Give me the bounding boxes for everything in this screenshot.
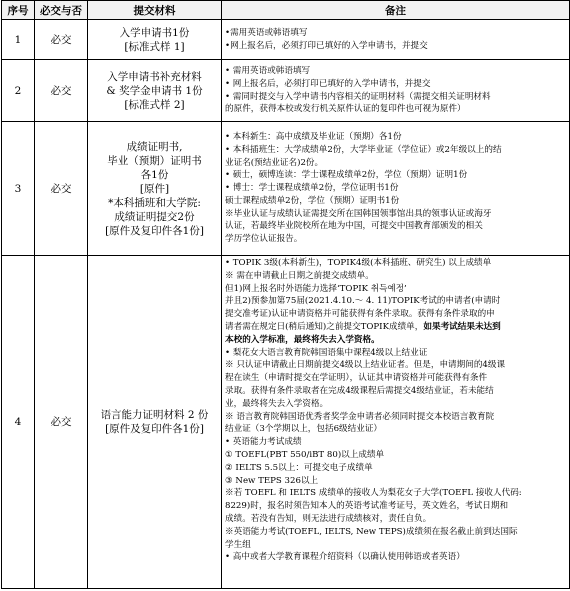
row-required: 必交	[35, 122, 88, 256]
row-required: 必交	[35, 256, 88, 589]
note-line: ① TOEFL(PBT 550/iBT 80)以上成绩单	[225, 449, 385, 460]
note-bold-line: 本校的入学标准，最终将失去入学资格。	[225, 334, 380, 345]
material-line: [原件]	[139, 182, 170, 195]
material-line: 语言能力证明材料 2 份	[100, 409, 209, 421]
note-bold-text: 如果考试结果未达到	[423, 321, 501, 332]
note-line: • 本科插班生：大学成绩单2份，大学毕业证（学位证）或2年级以上的结	[225, 144, 502, 155]
table-row	[2, 20, 570, 60]
header-materials: 提交材料	[88, 1, 222, 20]
header-no: 序号	[2, 1, 35, 20]
note-line: 的原件，获得本校或发行机关原件认证的复印件也可视为原件）	[225, 104, 466, 115]
note-line: • 博士：学士课程成绩单2份，学位证明书1份	[225, 183, 399, 194]
note-line: 学历学位认证报告。	[225, 234, 303, 245]
material-line: [原件及复印件各1份]	[105, 224, 204, 237]
note-line: ② IELTS 5.5以上：可提交电子成绩单	[225, 462, 373, 473]
row-materials	[88, 122, 222, 256]
header-notes: 备注	[222, 1, 570, 20]
note-line: ※ 语言教育院韩国语优秀者奖学金申请者必须同时提交本校语言教育院	[225, 411, 495, 422]
row-number: 1	[2, 20, 35, 60]
note-line: ※ 需在申请截止日期之前提交成绩单。	[225, 270, 374, 281]
row-notes	[222, 122, 570, 256]
row-notes	[222, 256, 570, 589]
note-line: 硕士课程成绩单2份，学位（预期）证明书1份	[225, 195, 400, 206]
note-line: 提交准考证)认证申请资格并可能获得有条件录取。获得有条件录取的申	[225, 309, 495, 320]
note-line: • 需同时提交与入学申请书内容相关的证明材料（需提交相关证明材料	[225, 91, 491, 102]
note-line: 但1)网上报名时外语能力选择‘TOPIK 취득예정’	[225, 283, 407, 294]
material-line: [标准式样 2]	[124, 98, 185, 111]
row-number: 4	[2, 256, 35, 589]
note-line: 8229)时，报名时须告知本人的英语考试准考证号，英文姓名，考试日期和	[225, 501, 509, 512]
note-line: 程在读生（申请时提交在学证明），认证其申请资格并可能获得有条件	[225, 373, 488, 384]
note-line: ※英语能力考试(TOEFL, IELTS, New TEPS)成绩须在报名截止前到达国际	[225, 526, 518, 537]
note-line: • 网上报名后，必须打印已填好的入学申请书，并提交	[225, 78, 431, 89]
material-line: 成绩证明书,	[126, 140, 183, 153]
row-materials	[88, 60, 222, 122]
note-line: 录取。获得有条件录取者在完成4级课程后需提交4级结业证，若未能结	[225, 385, 494, 396]
material-line: 成绩证明提交2份	[114, 210, 195, 223]
row-required: 必交	[35, 60, 88, 122]
note-line: • 梨花女大语言教育院韩国语集中课程4级以上结业证	[225, 347, 428, 358]
header-row	[2, 1, 570, 20]
material-line: & 奖学金申请书 1份	[106, 84, 203, 97]
note-line: 结业证（3个学期以上，包括6级结业证）	[225, 424, 383, 435]
row-number: 3	[2, 122, 35, 256]
material-line: [原件及复印件各1份]	[105, 423, 204, 435]
requirements-table	[1, 0, 570, 589]
material-line: *本科插班和大学院:	[108, 196, 201, 209]
table-row	[2, 256, 570, 589]
note-line: 业证名(预结业证名)2份。	[225, 157, 324, 168]
row-materials	[88, 256, 222, 589]
note-line: • 高中或者大学教育课程介绍资料（以确认使用韩语或者英语）	[225, 552, 465, 563]
note-line: •需用英语或韩语填写	[225, 27, 308, 38]
header-required: 必交与否	[35, 1, 88, 20]
material-line: 入学申请书1份	[119, 26, 190, 39]
table-row	[2, 60, 570, 122]
note-line: 学生组	[225, 539, 251, 550]
note-line-text: 请者需在规定日(稍后通知)之前提交TOPIK成绩单，	[225, 321, 424, 332]
table-row	[2, 122, 570, 256]
material-line: 各1份	[140, 168, 169, 181]
note-line: • 硕士，硕博连读：学士课程成绩单2份，学位（预期）证明1份	[225, 170, 468, 181]
row-notes	[222, 60, 570, 122]
note-line: ※毕业认证与成绩认证需提交所在国韩国领事馆出具的领事认证或海牙	[225, 208, 492, 219]
material-line: 毕业（预期）证明书	[107, 154, 202, 167]
note-line: 并且2)预参加第75届(2021.4.10.～ 4. 11)TOPIK考试的申请者(申请时	[225, 296, 501, 307]
row-materials	[88, 20, 222, 60]
note-line	[225, 321, 566, 334]
note-line: ③ New TEPS 326以上	[225, 475, 319, 486]
note-line: • TOPIK 3级(本科新生)，TOPIK4级(本科插班、研究生) 以上成绩单	[225, 258, 492, 268]
note-line: 认证，若最终毕业院校所在地为中国，可提交中国教育部颁发的相关	[225, 221, 483, 232]
note-line: • 本科新生：高中成绩及毕业证（预期）各1份	[225, 131, 402, 142]
note-line: • 英语能力考试成绩	[225, 437, 302, 448]
note-line: ※ 只认证申请截止日期前提交4级以上结业证者。但是，申请期间的4级课	[225, 360, 506, 371]
row-required: 必交	[35, 20, 88, 60]
row-notes	[222, 20, 570, 60]
material-line: 入学申请书补充材料	[107, 70, 202, 83]
note-line: 成绩。若没有告知，则无法进行成绩核对，责任自负。	[225, 513, 432, 524]
note-line: ※若 TOEFL 和 IELTS 成绩单的接收人为梨花女子大学(TOEFL 接收人代码:	[225, 488, 522, 499]
note-line: • 需用英语或韩语填写	[225, 65, 311, 76]
material-line: [标准式样 1]	[124, 40, 185, 53]
row-number: 2	[2, 60, 35, 122]
note-line: 业，最终将失去入学资格。	[225, 398, 329, 409]
note-line: •网上报名后，必须打印已填好的入学申请书，并提交	[225, 40, 428, 51]
